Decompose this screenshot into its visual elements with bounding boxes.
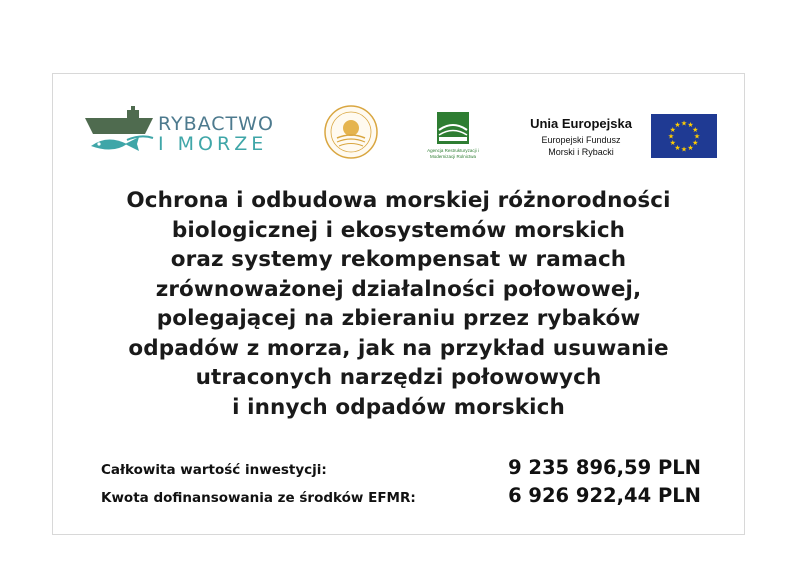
title-line: zrównoważonej działalności połowowej, xyxy=(155,276,642,302)
eu-star-icon: ★ xyxy=(669,126,676,134)
title-line: i innych odpadów morskich xyxy=(232,394,565,420)
cofunding-row xyxy=(101,484,701,512)
total-investment-row xyxy=(101,456,701,484)
eu-star-icon: ★ xyxy=(692,139,699,147)
eu-star-icon: ★ xyxy=(669,139,676,147)
eu-title: Unia Europejska xyxy=(530,116,632,131)
total-investment-amount: 9 235 896,59 PLN xyxy=(508,456,701,479)
eu-flag-icon xyxy=(651,114,717,158)
eu-star-icon: ★ xyxy=(692,126,699,134)
title-line: polegającej na zbieraniu przez rybaków xyxy=(156,306,641,331)
arimr-caption: Agencja Restrukturyzacji i Modernizacji Rolnictwa xyxy=(427,148,479,159)
eu-star-icon: ★ xyxy=(687,121,694,130)
cofunding-amount: 6 926 922,44 PLN xyxy=(508,484,701,507)
title-line: biologicznej i ekosystemów morskich xyxy=(171,217,626,243)
eu-star-icon: ★ xyxy=(680,119,688,128)
ship-and-fish-icon xyxy=(83,104,157,156)
eu-star-icon: ★ xyxy=(667,132,675,141)
title-line: oraz systemy rekompensat w ramach xyxy=(170,247,627,272)
eu-star-icon: ★ xyxy=(674,121,681,130)
eu-star-icon: ★ xyxy=(687,143,694,152)
arimr-logo xyxy=(423,110,483,166)
project-title xyxy=(53,186,744,422)
eu-subtitle-line2: Morski i Rybacki xyxy=(548,147,614,157)
eu-star-icon: ★ xyxy=(674,143,681,152)
eu-star-icon: ★ xyxy=(680,145,688,154)
title-line: Ochrona i odbudowa morskiej różnorodności xyxy=(126,188,671,213)
ministry-seal-icon xyxy=(323,104,379,160)
title-line: utraconych narzędzi połowowych xyxy=(195,365,602,390)
information-board xyxy=(52,73,745,535)
rybactwo-line1: RYBACTWO xyxy=(158,113,274,135)
rybactwo-wordmark xyxy=(158,114,274,154)
eu-star-icon: ★ xyxy=(693,132,701,141)
rybactwo-line2: I MORZE xyxy=(158,133,268,155)
total-investment-label: Całkowita wartość inwestycji: xyxy=(101,462,327,478)
cofunding-label: Kwota dofinansowania ze środków EFMR: xyxy=(101,490,416,506)
arimr-emblem-icon xyxy=(423,110,483,146)
title-line: odpadów z morza, jak na przykład usuwanie xyxy=(128,335,669,361)
eu-text-block xyxy=(521,116,641,158)
rybactwo-i-morze-logo xyxy=(83,104,283,164)
eu-subtitle-line1: Europejski Fundusz xyxy=(541,135,621,145)
